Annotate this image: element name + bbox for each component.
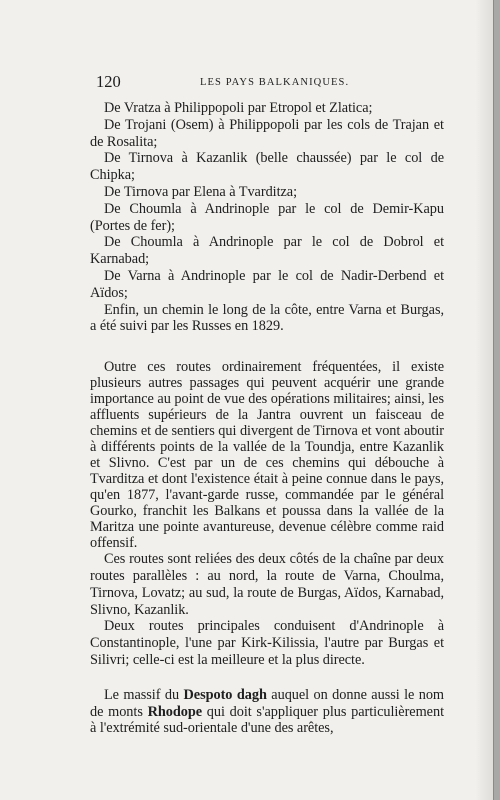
page-number: 120 bbox=[96, 72, 121, 91]
paragraph: Outre ces routes ordinairement fréquentées, il existe plusieurs autres passages qui peuvent acquérir une grande importance au point de vue des opérations militaires; ainsi, les affluents supérieurs de la Jantra ouvrent un faisceau de chemins et de sentiers qui divergent de Tirnova et vont aboutir à différents points de la vallée de la Toundja, entre Kazanlik et Slivno. C'est par un de ces chemins qui débouche à Tvarditza et dont l'existence était à peine connue dans le pays, qu'en 1877, l'avant-garde russe, commandée par le général Gourko, franchit les Balkans et poussa dans la vallée de la Maritza une pointe avantureuse, devenue célèbre comme raid offensif. bbox=[90, 359, 444, 552]
route-item: De Tirnova par Elena à Tvarditza; bbox=[104, 183, 298, 200]
paragraph-text: auquel on donne aussi le nom de monts bbox=[90, 686, 445, 720]
bold-term-rhodope: Rhodope bbox=[147, 703, 203, 720]
route-item: De Tirnova à Kazanlik (belle chaussée) par le col de Chipka; bbox=[90, 150, 444, 184]
running-title: LES PAYS BALKANIQUES. bbox=[200, 77, 350, 88]
route-item: De Choumla à Andrinople par le col de Demir-Kapu (Portes de fer); bbox=[90, 200, 444, 234]
paragraph-text: qui doit s'appliquer plus particulièrement à l'extrémité sud-orientale d'une des arêtes, bbox=[90, 703, 444, 737]
paragraph: Ces routes sont reliées des deux côtés de la chaîne par deux routes parallèles : au nord, la route de Varna, Choulma, Tirnova, Lovatz; au sud, la route de Burgas, Aïdos, Karnabad, Slivno, Kazanlik. bbox=[90, 551, 444, 618]
paragraph-text: Le massif du bbox=[104, 686, 184, 703]
route-item: De Trojani (Osem) à Philippopoli par les cols de Trajan et de Rosalita; bbox=[90, 116, 444, 150]
route-item: De Vratza à Philippopoli par Etropol et Zlatica; bbox=[104, 100, 373, 116]
route-item: De Choumla à Andrinople par le col de Dobrol et Karnabad; bbox=[90, 234, 444, 268]
page-header bbox=[96, 72, 441, 92]
route-item: De Varna à Andrinople par le col de Nadir-Derbend et Aïdos; bbox=[90, 267, 444, 301]
paragraph: Deux routes principales conduisent d'Andrinople à Constantinople, l'une par Kirk-Kilissia, l'autre par Burgas et Silivri; celle-ci est la meilleure et la plus directe. bbox=[90, 618, 444, 668]
body-text bbox=[90, 100, 444, 737]
route-list bbox=[90, 100, 444, 335]
route-item: Enfin, un chemin le long de la côte, entre Varna et Burgas, a été suivi par les Russes en 1829. bbox=[90, 301, 444, 335]
bold-term-despoto-dagh: Despoto dagh bbox=[183, 686, 267, 703]
paragraph-massif bbox=[90, 687, 444, 737]
